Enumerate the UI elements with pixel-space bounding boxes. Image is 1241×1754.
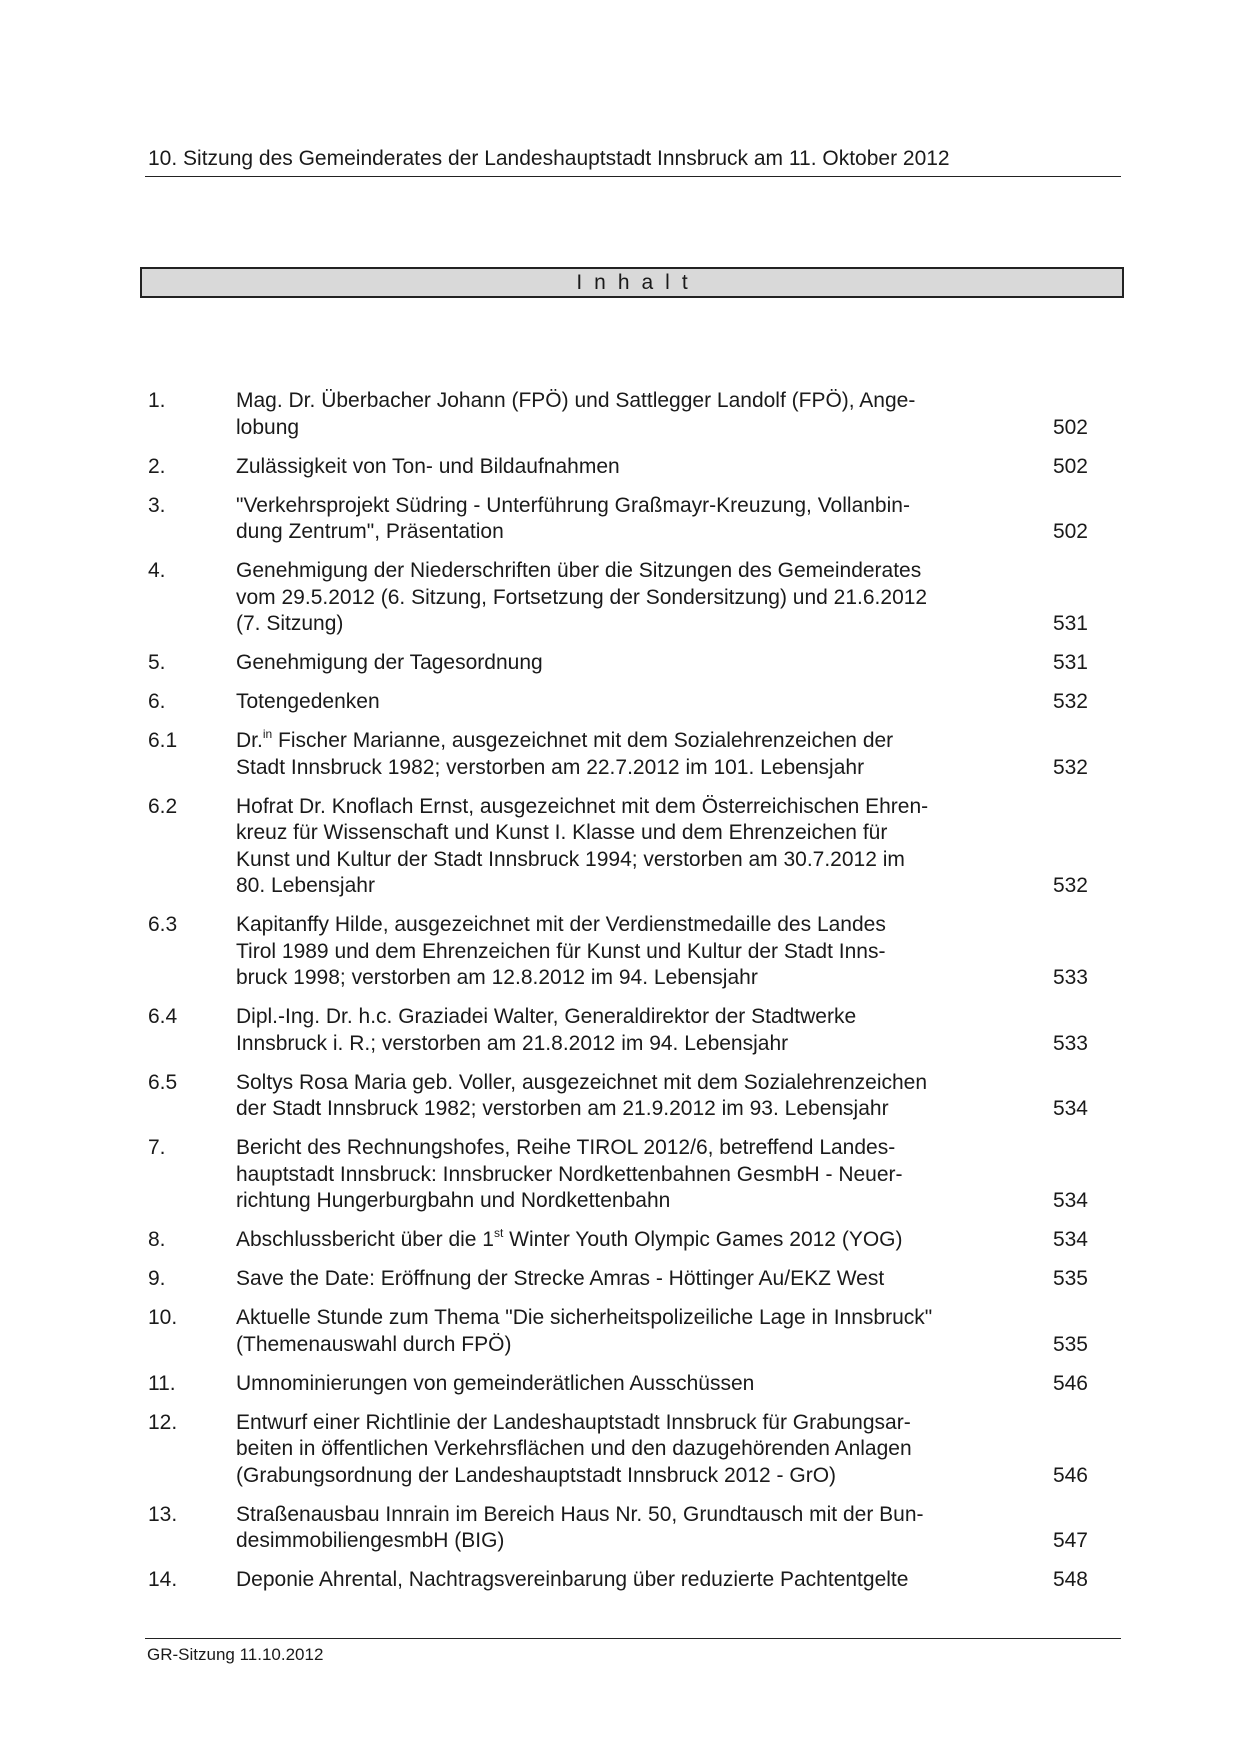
- toc-entry-number: 6.4: [148, 1005, 178, 1028]
- toc-entry-title: Aktuelle Stunde zum Thema "Die sicherheitspolizeiliche Lage in Innsbruck" (Themenauswahl durch FPÖ): [236, 1306, 933, 1356]
- toc-entry-title: [236, 1227, 1006, 1254]
- toc-entry-page-number: 548: [1052, 1568, 1088, 1591]
- toc-entry-page-number: 535: [1052, 1267, 1088, 1290]
- toc-entry-title-part: Winter Youth Olympic Games 2012 (YOG): [503, 1228, 903, 1251]
- toc-entry-page-number: 502: [1052, 520, 1088, 543]
- toc-entry: [148, 728, 1088, 781]
- toc-entry-number: 2.: [148, 454, 166, 478]
- toc-entry-title: Deponie Ahrental, Nachtragsvereinbarung über reduzierte Pachtentgelte: [236, 1568, 909, 1591]
- toc-entry-title: Zulässigkeit von Ton- und Bildaufnahmen: [236, 454, 620, 478]
- toc-entry: [148, 650, 1088, 677]
- toc-entry-page-number: 532: [1052, 755, 1088, 779]
- toc-entry: [148, 454, 1088, 481]
- toc-entry-page-number: 533: [1052, 1031, 1088, 1055]
- toc-entry-page-number: 532: [1052, 874, 1088, 897]
- toc-entry-number: 14.: [148, 1568, 178, 1591]
- toc-entry-page-number: 532: [1052, 690, 1088, 713]
- toc-entry-title: Totengedenken: [236, 690, 380, 713]
- toc-entry-page-number: 534: [1052, 1189, 1088, 1212]
- toc-entry-number: 7.: [148, 1136, 166, 1159]
- toc-entry: [148, 1266, 1088, 1293]
- toc-entry-page-number: 502: [1052, 415, 1088, 439]
- toc-entry-page-number: 535: [1052, 1332, 1088, 1356]
- toc-entry-page-number: 533: [1052, 966, 1088, 989]
- toc-entry-title-superscript: in: [262, 727, 273, 741]
- toc-entry-page-number: 534: [1052, 1097, 1088, 1120]
- toc-entry-title: Bericht des Rechnungshofes, Reihe TIROL 2012/6, betreffend Landes- hauptstadt Innsbruck: Innsbrucker Nordkettenbahnen GesmbH - Neuer- richtung Hungerburgbahn und Nordkettenbahn: [236, 1136, 903, 1212]
- toc-entry-number: 9.: [148, 1267, 166, 1290]
- toc-entry-number: 1.: [148, 389, 166, 412]
- toc-entry-title: Dipl.-Ing. Dr. h.c. Graziadei Walter, Generaldirektor der Stadtwerke Innsbruck i. R.; verstorben am 21.8.2012 im 94. Lebensjahr: [236, 1005, 857, 1055]
- toc-entry-title: Straßenausbau Innrain im Bereich Haus Nr. 50, Grundtausch mit der Bun- desimmobiliengesmbH (BIG): [236, 1502, 924, 1552]
- toc-entry-number: 11.: [148, 1371, 176, 1395]
- footer-divider: [145, 1638, 1121, 1639]
- toc-entry: [148, 1004, 1088, 1057]
- toc-entry-page-number: 546: [1052, 1463, 1088, 1487]
- toc-entry-number: 10.: [148, 1306, 178, 1329]
- toc-entry: [148, 1135, 1088, 1215]
- toc-entry-page-number: 546: [1052, 1371, 1088, 1395]
- toc-entry-number: 8.: [148, 1228, 166, 1251]
- toc-entry-title-part: Dr.: [236, 729, 263, 752]
- toc-entry-title: Umnominierungen von gemeinderätlichen Ausschüssen: [236, 1371, 755, 1395]
- toc-entry: [148, 1305, 1088, 1358]
- toc-entry-page-number: 502: [1052, 454, 1088, 478]
- toc-entry-number: 4.: [148, 559, 166, 582]
- toc-entry-number: 6.1: [148, 729, 178, 752]
- toc-entry-title-superscript: st: [493, 1226, 504, 1240]
- toc-entry-number: 6.2: [148, 794, 178, 818]
- header-title: 10. Sitzung des Gemeinderates der Landeshauptstadt Innsbruck am 11. Oktober 2012: [148, 147, 950, 170]
- toc-entry: [148, 1410, 1088, 1490]
- toc-entry-number: 3.: [148, 493, 166, 517]
- footer-text: GR-Sitzung 11.10.2012: [147, 1645, 324, 1664]
- toc-entry: [148, 912, 1088, 992]
- toc-entry-title: Mag. Dr. Überbacher Johann (FPÖ) und Sattlegger Landolf (FPÖ), Ange- lobung: [236, 389, 916, 439]
- toc-entry: [148, 1227, 1088, 1254]
- page-footer: [147, 1645, 323, 1665]
- toc-entry-title: Hofrat Dr. Knoflach Ernst, ausgezeichnet mit dem Österreichischen Ehren- kreuz für Wissenschaft und Kunst I. Klasse und dem Ehrenzeichen für Kunst und Kultur der Stadt Innsbruck 1994; verstorben am 30.7.2012 im 80. Lebensjahr: [236, 794, 929, 897]
- toc-entry-number: 12.: [148, 1410, 178, 1434]
- toc-entry-title: "Verkehrsprojekt Südring - Unterführung Graßmayr-Kreuzung, Vollanbin- dung Zentrum", Präsentation: [236, 493, 910, 543]
- toc-entry-page-number: 531: [1052, 651, 1088, 674]
- toc-entry: [148, 558, 1088, 638]
- toc-entry-page-number: 547: [1052, 1529, 1088, 1552]
- toc-entry: [148, 388, 1088, 441]
- toc-entry-page-number: 534: [1052, 1228, 1088, 1251]
- toc-entry: [148, 689, 1088, 716]
- toc-entry: [148, 1371, 1088, 1398]
- toc-entry-title: Kapitanffy Hilde, ausgezeichnet mit der Verdienstmedaille des Landes Tirol 1989 und dem Ehrenzeichen für Kunst und Kultur der Stadt Inns- bruck 1998; verstorben am 12.8.2012 im 94. Lebensjahr: [236, 913, 886, 989]
- toc-entry: [148, 1070, 1088, 1123]
- table-of-contents: [148, 388, 1088, 1606]
- toc-entry-number: 5.: [148, 651, 166, 674]
- toc-entry: [148, 794, 1088, 900]
- toc-entry-title: Soltys Rosa Maria geb. Voller, ausgezeichnet mit dem Sozialehrenzeichen der Stadt Innsbruck 1982; verstorben am 21.9.2012 im 93. Lebensjahr: [236, 1070, 928, 1120]
- page-header: [145, 148, 1121, 177]
- toc-entry-number: 6.: [148, 690, 166, 713]
- contents-heading-box: [140, 267, 1124, 298]
- toc-entry-title: [236, 728, 1006, 781]
- toc-entry: [148, 493, 1088, 546]
- toc-entry-number: 6.3: [148, 913, 178, 936]
- toc-entry-title: Entwurf einer Richtlinie der Landeshauptstadt Innsbruck für Grabungsar- beiten in öffentlichen Verkehrsflächen und den dazugehörenden Anlagen (Grabungsordnung der Landeshauptstadt Innsbruck 2012 - GrO): [236, 1410, 912, 1487]
- toc-entry: [148, 1502, 1088, 1555]
- toc-entry-title: Save the Date: Eröffnung der Strecke Amras - Höttinger Au/EKZ West: [236, 1267, 885, 1290]
- toc-entry-title-part: Abschlussbericht über die 1: [236, 1228, 494, 1251]
- toc-entry-page-number: 531: [1052, 612, 1088, 635]
- toc-entry-title: Genehmigung der Niederschriften über die Sitzungen des Gemeinderates vom 29.5.2012 (6. Sitzung, Fortsetzung der Sondersitzung) und 21.6.2012 (7. Sitzung): [236, 559, 928, 635]
- toc-entry-title: Genehmigung der Tagesordnung: [236, 651, 543, 674]
- toc-entry-number: 6.5: [148, 1070, 178, 1094]
- toc-entry-number: 13.: [148, 1502, 178, 1526]
- toc-entry-title-part: Fischer Marianne, ausgezeichnet mit dem Sozialehrenzeichen der Stadt Innsbruck 1982; verstorben am 22.7.2012 im 101. Lebensjahr: [236, 729, 894, 779]
- contents-heading: Inhalt: [576, 271, 700, 294]
- toc-entry: [148, 1567, 1088, 1594]
